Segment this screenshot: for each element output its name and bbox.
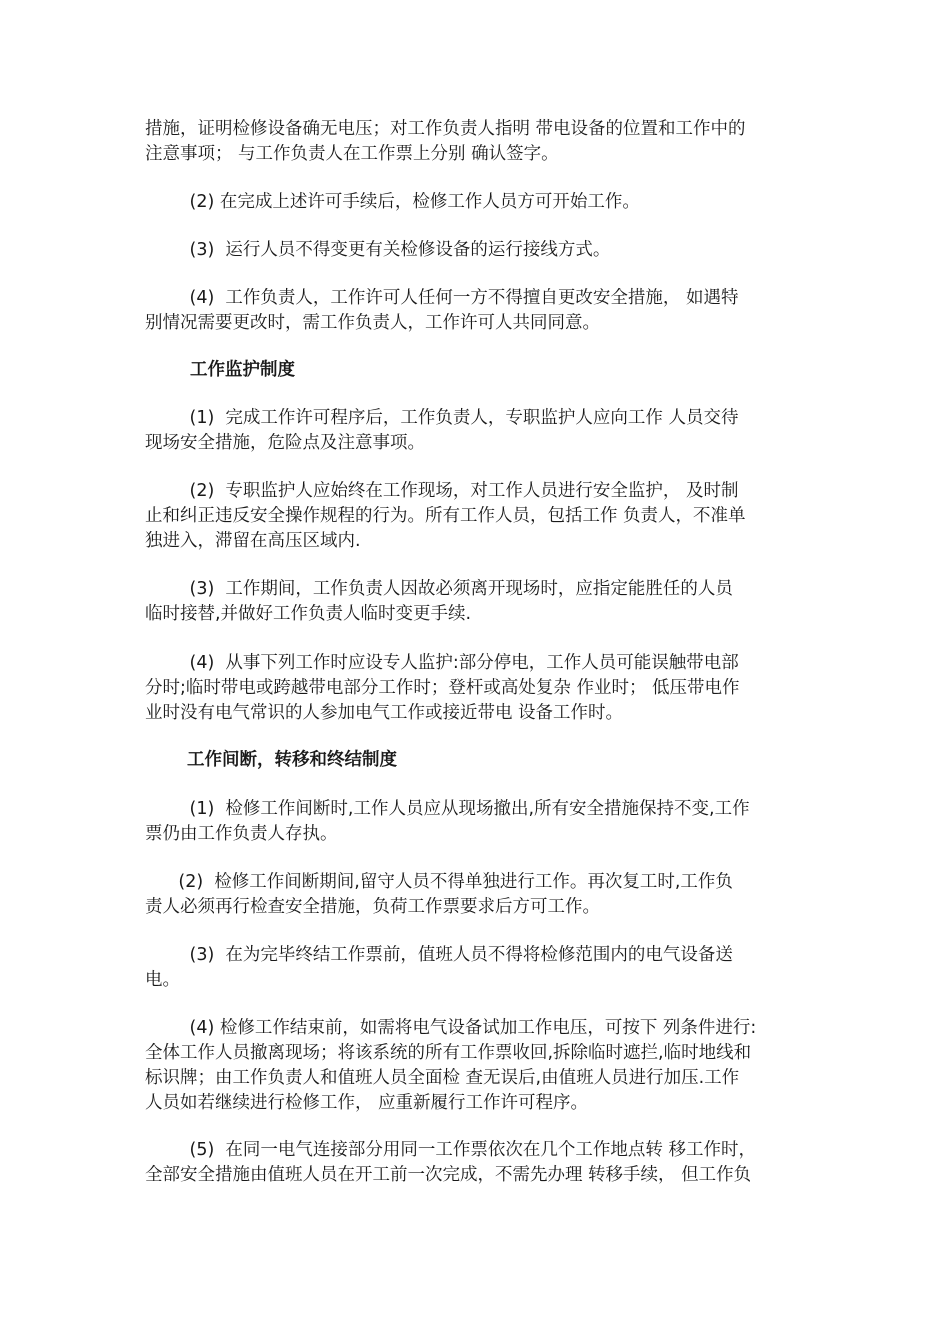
text-line: (3) 在为完毕终结工作票前，值班人员不得将检修范围内的电气设备送 xyxy=(145,945,733,965)
paragraph-interruption-2 xyxy=(145,870,805,920)
text-line: (4) 从事下列工作时应设专人监护:部分停电，工作人员可能误触带电部 xyxy=(145,653,739,673)
text-line: 注意事项； 与工作负责人在工作票上分别 确认签字。 xyxy=(145,144,559,164)
text-line: 分时;临时带电或跨越带电部分工作时；登杆或高处复杂 作业时； 低压带电作 xyxy=(145,678,740,698)
text-line: (3) 工作期间，工作负责人因故必须离开现场时，应指定能胜任的人员 xyxy=(145,579,733,599)
paragraph-item-3-wiring xyxy=(145,238,805,263)
paragraph-supervision-4 xyxy=(145,651,805,726)
paragraph-item-2-start-work xyxy=(145,190,805,215)
text-line: (5) 在同一电气连接部分用同一工作票依次在几个工作地点转 移工作时， xyxy=(145,1140,756,1160)
text-line: (2) 在完成上述许可手续后，检修工作人员方可开始工作。 xyxy=(145,192,640,212)
text-line: 措施，证明检修设备确无电压；对工作负责人指明 带电设备的位置和工作中的 xyxy=(145,119,746,139)
text-line: 别情况需要更改时，需工作负责人，工作许可人共同同意。 xyxy=(145,313,600,333)
paragraph-interruption-3 xyxy=(145,943,805,993)
section-heading-supervision: 工作监护制度 xyxy=(190,360,295,380)
paragraph-supervision-2 xyxy=(145,479,805,554)
text-line: (4) 检修工作结束前，如需将电气设备试加工作电压，可按下 列条件进行: xyxy=(145,1018,757,1038)
paragraph-interruption-4 xyxy=(145,1016,805,1116)
text-line: 止和纠正违反安全操作规程的行为。所有工作人员，包括工作 负责人，不准单 xyxy=(145,506,746,526)
paragraph-supervision-3 xyxy=(145,577,805,627)
text-line: (2) 专职监护人应始终在工作现场，对工作人员进行安全监护， 及时制 xyxy=(145,481,739,501)
text-line: 现场安全措施，危险点及注意事项。 xyxy=(145,433,425,453)
text-line: 临时接替,并做好工作负责人临时变更手续. xyxy=(145,604,472,624)
text-line: 电。 xyxy=(145,970,180,990)
text-line: (3) 运行人员不得变更有关检修设备的运行接线方式。 xyxy=(145,240,611,260)
text-line: 人员如若继续进行检修工作， 应重新履行工作许可程序。 xyxy=(145,1093,589,1113)
paragraph-interruption-5 xyxy=(145,1138,805,1188)
text-line: (1) 检修工作间断时,工作人员应从现场撤出,所有安全措施保持不变,工作 xyxy=(145,799,750,819)
text-line: (2) 检修工作间断期间,留守人员不得单独进行工作。再次复工时,工作负 xyxy=(145,872,733,892)
paragraph-permit-procedure-end xyxy=(145,117,805,167)
text-line: (1) 完成工作许可程序后，工作负责人，专职监护人应向工作 人员交待 xyxy=(145,408,739,428)
text-line: 业时没有电气常识的人参加电气工作或接近带电 设备工作时。 xyxy=(145,703,624,723)
text-line: 全部安全措施由值班人员在开工前一次完成，不需先办理 转移手续， 但工作负 xyxy=(145,1165,752,1185)
paragraph-supervision-1 xyxy=(145,406,805,456)
text-line: 标识牌；由工作负责人和值班人员全面检 查无误后,由值班人员进行加压.工作 xyxy=(145,1068,740,1088)
text-line: 独进入，滞留在高压区域内. xyxy=(145,531,361,551)
text-line: 全体工作人员撤离现场；将该系统的所有工作票收回,拆除临时遮拦,临时地线和 xyxy=(145,1043,752,1063)
paragraph-item-4-safety-change xyxy=(145,286,805,336)
paragraph-interruption-1 xyxy=(145,797,805,847)
section-heading-interruption: 工作间断，转移和终结制度 xyxy=(187,750,397,770)
text-line: (4) 工作负责人，工作许可人任何一方不得擅自更改安全措施， 如遇特 xyxy=(145,288,739,308)
text-line: 责人必须再行检查安全措施，负荷工作票要求后方可工作。 xyxy=(145,897,600,917)
text-line: 票仍由工作负责人存执。 xyxy=(145,824,338,844)
